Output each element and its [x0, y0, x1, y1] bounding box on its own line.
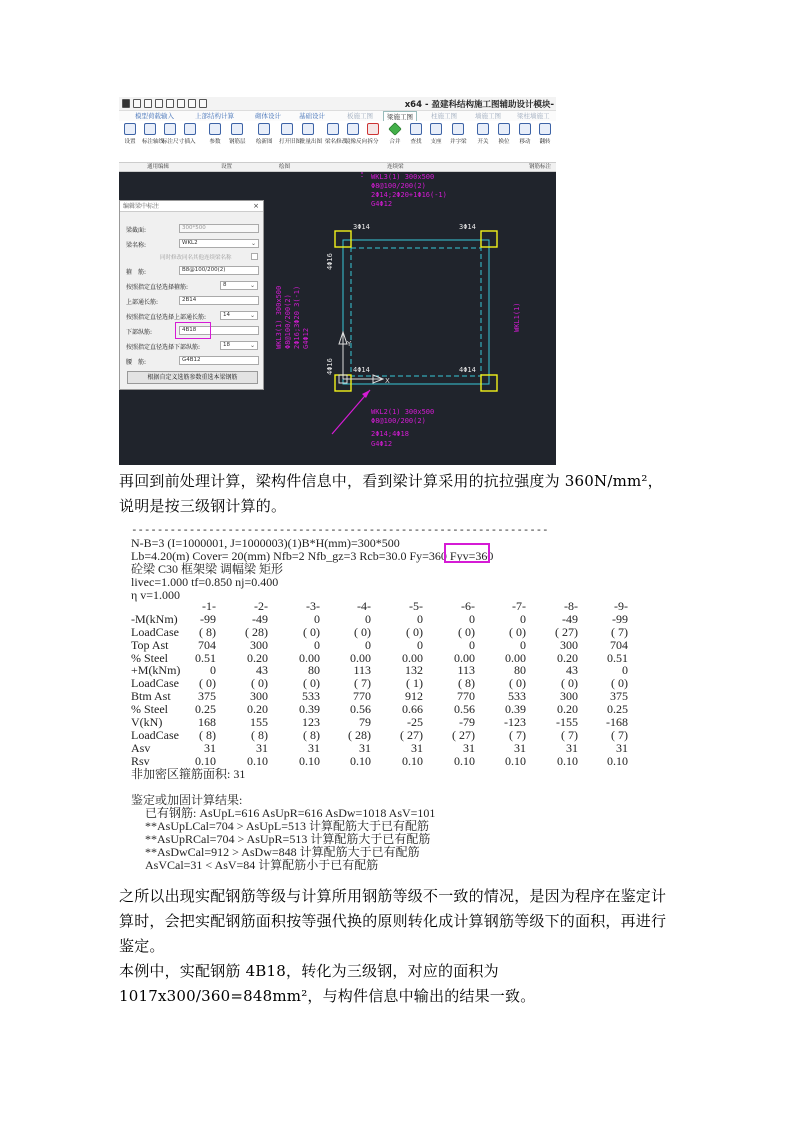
new-drawing-icon [258, 123, 270, 135]
split-button[interactable]: 拆分 [365, 123, 381, 145]
flip-button[interactable]: 翻转 [537, 123, 553, 145]
table-cell: 0.00 [454, 650, 475, 665]
axis-icon [144, 123, 156, 135]
table-cell: -49 [562, 611, 578, 626]
table-cell: 770 [353, 689, 371, 704]
left-beam-line2: Φ8@100/200(2) [284, 294, 292, 349]
new-icon[interactable] [133, 99, 141, 108]
tab-foundation[interactable]: 基础设计 [299, 112, 325, 120]
table-cell: 0 [469, 637, 475, 652]
table-cell: 704 [198, 637, 216, 652]
top-bar-pick-label: 按照指定直径选择上部通长筋: [126, 314, 207, 321]
table-cell: ( 0) [303, 676, 320, 691]
support-button[interactable]: 支座 [428, 123, 444, 145]
swap-icon [498, 123, 510, 135]
settings-icon[interactable] [199, 99, 207, 108]
beam-frame-inner [351, 248, 481, 376]
move-button[interactable]: 移动 [517, 123, 533, 145]
print-icon[interactable] [188, 99, 196, 108]
table-cell: 0.10 [454, 753, 475, 768]
table-row-label: LoadCase [131, 676, 179, 691]
calc-output-screenshot [119, 519, 628, 877]
table-cell: 0 [365, 611, 371, 626]
top-beam-line2: Φ8@100/200(2) [371, 182, 426, 190]
top-bar-dia-select[interactable]: 14 ⌄ [220, 311, 258, 320]
table-header-cell: -3- [306, 599, 320, 613]
ribbon-tabs [119, 111, 556, 121]
top-bar-label: 上部通长筋: [126, 299, 159, 306]
stirrup-dia-select[interactable]: 8 ⌄ [220, 281, 258, 290]
table-cell: 0.66 [402, 702, 423, 717]
fy-highlight-box [444, 543, 490, 563]
rebar-label-bottom-left: 4Φ14 [353, 366, 370, 374]
top-beam-line1: WKL3(1) 300x500 [371, 173, 435, 181]
insert-button[interactable]: 插入 [182, 123, 198, 145]
param-icon [209, 123, 221, 135]
table-cell: 300 [560, 689, 578, 704]
table-cell: 0 [314, 611, 320, 626]
nondense-line: 非加密区箍筋面积: 31 [131, 767, 246, 781]
sync-name-checkbox-label: 同时修改同名其他连续梁名称 [160, 255, 232, 261]
table-cell: 0.39 [505, 702, 526, 717]
table-row-label: V(kN) [131, 715, 163, 730]
mirror-icon [347, 123, 359, 135]
dialog-title-bar [120, 201, 263, 212]
table-cell: 0.00 [402, 650, 423, 665]
tab-bcw[interactable]: 梁柱墙施工 [517, 112, 550, 120]
table-cell: ( 28) [348, 727, 371, 742]
print-icon [302, 123, 314, 135]
table-row-label: % Steel [131, 650, 168, 665]
param-button[interactable]: 参数 [207, 123, 223, 145]
check-line-5: AsVCal=31 < AsV=84 计算配筋小于已有配筋 [145, 858, 379, 872]
settings-icon [124, 123, 136, 135]
bottom-bar-dia-select[interactable]: 18 ⌄ [220, 341, 258, 350]
table-cell: 31 [514, 740, 526, 755]
beam-name-label: 梁名称: [126, 242, 147, 249]
bottom-beam-line2: Φ8@100/200(2) [371, 417, 426, 425]
table-cell: ( 0) [251, 676, 268, 691]
table-cell: ( 0) [561, 676, 578, 691]
dim-label-button[interactable]: 标注尺寸 [162, 123, 178, 145]
table-header-cell: -1- [202, 599, 216, 613]
table-cell: ( 0) [199, 676, 216, 691]
rename-beam-button[interactable]: 梁名修改 [325, 123, 341, 145]
table-cell: 0 [469, 611, 475, 626]
bottom-bar-field[interactable]: 4B18 [179, 326, 259, 335]
table-cell: 770 [457, 689, 475, 704]
table-cell: 113 [353, 663, 371, 678]
highlight-box [175, 322, 211, 339]
table-cell: 0.51 [607, 650, 628, 665]
stirrup-label: 箍 筋: [126, 269, 147, 276]
table-cell: ( 8) [303, 727, 320, 742]
factor-line: livec=1.000 tf=0.850 nj=0.400 [131, 575, 279, 589]
table-cell: 80 [514, 663, 526, 678]
table-cell: 300 [250, 637, 268, 652]
undo-icon[interactable] [166, 99, 174, 108]
app-icon [122, 99, 130, 108]
table-row-label: +M(kNm) [131, 663, 181, 678]
tab-masonry[interactable]: 砌体设计 [255, 112, 281, 120]
table-cell: ( 8) [251, 727, 268, 742]
table-cell: ( 0) [406, 624, 423, 639]
rebar-label-top-right: 3Φ14 [459, 223, 476, 231]
check-line-2: **AsUpLCal=704 > AsUpL=513 计算配筋大于已有配筋 [145, 819, 429, 833]
bottom-beam-line3: 2Φ14;4Φ18 [371, 430, 409, 438]
table-cell: 31 [566, 740, 578, 755]
chevron-down-icon: ⌄ [250, 240, 256, 247]
left-beam-line4: G4Φ12 [302, 327, 310, 349]
table-cell: 31 [204, 740, 216, 755]
dialog-title: 编辑梁中标注 [123, 203, 160, 210]
dimension-icon [164, 123, 176, 135]
separator-line: ----------------------------------------------------------------- [131, 523, 549, 536]
table-cell: 43 [256, 663, 268, 678]
table-header-cell: -5- [409, 599, 423, 613]
table-cell: ( 27) [400, 727, 423, 742]
text-a-icon [327, 123, 339, 135]
table-cell: 375 [198, 689, 216, 704]
waist-bar-label: 腰 筋: [126, 359, 147, 366]
tab-column[interactable]: 柱施工图 [431, 112, 457, 120]
pointer-arrow [332, 390, 370, 434]
check-line-1: 已有钢筋: AsUpL=616 AsUpR=616 AsDw=1018 AsV=101 [145, 806, 436, 820]
table-cell: 300 [250, 689, 268, 704]
table-cell: 375 [610, 689, 628, 704]
axis-label-button[interactable]: 标注轴线 [142, 123, 158, 145]
table-cell: 0.10 [557, 753, 578, 768]
group-settings: 设置 [221, 164, 233, 170]
table-header-cell: -7- [512, 599, 526, 613]
move-icon [519, 123, 531, 135]
table-cell: 0.10 [350, 753, 371, 768]
beam-name-select[interactable]: WKL2 ⌄ [179, 239, 259, 248]
find-button[interactable]: 查找 [408, 123, 424, 145]
table-cell: 0.20 [247, 650, 268, 665]
table-row-label: Rsv [131, 753, 150, 768]
table-cell: ( 7) [561, 727, 578, 742]
window-title: x64 - 盈建科结构施工图辅助设计模块- [404, 100, 554, 110]
table-cell: 31 [308, 740, 320, 755]
check-line-3: **AsUpRCal=704 > AsUpR=513 计算配筋大于已有配筋 [145, 832, 431, 846]
close-icon[interactable]: × [253, 202, 259, 210]
table-cell: 0.10 [505, 753, 526, 768]
table-header-cell: -9- [614, 599, 628, 613]
top-bar-field[interactable]: 2B14 [179, 296, 259, 305]
left-beam-line1: WKL3(1) 300x500 [275, 285, 283, 349]
table-cell: ( 0) [354, 624, 371, 639]
reselect-rebar-button[interactable]: 根据自定义选筋参数重选本梁钢筋 [127, 371, 258, 384]
table-cell: 0.51 [195, 650, 216, 665]
mirror-button[interactable]: 镜像反向 [345, 123, 361, 145]
table-cell: 155 [250, 715, 268, 730]
table-cell: -99 [200, 611, 216, 626]
table-cell: -99 [612, 611, 628, 626]
left-beam-line3: 2Φ16;3Φ20 3(-1) [293, 285, 301, 349]
table-cell: ( 7) [509, 727, 526, 742]
table-row-label: -M(kNm) [131, 611, 178, 626]
save-icon[interactable] [155, 99, 163, 108]
table-cell: 168 [198, 715, 216, 730]
table-cell: 0.25 [607, 702, 628, 717]
section-field: 300*500 [179, 224, 259, 233]
table-cell: ( 27) [452, 727, 475, 742]
table-row-label: Asv [131, 740, 151, 755]
table-cell: 31 [616, 740, 628, 755]
table-cell: 0.00 [505, 650, 526, 665]
grid-icon [452, 123, 464, 135]
table-cell: ( 0) [303, 624, 320, 639]
table-cell: 0.20 [557, 650, 578, 665]
toggle-icon [477, 123, 489, 135]
table-header-cell: -4- [357, 599, 371, 613]
ribbon [119, 121, 556, 163]
group-rebar-label: 钢筋标注 [529, 164, 552, 170]
table-cell: 0.10 [402, 753, 423, 768]
top-beam-line3: 2Φ14;2Φ20+1Φ16(-1) [371, 191, 447, 199]
table-cell: -168 [606, 715, 628, 730]
table-cell: 533 [508, 689, 526, 704]
table-header-cell: -2- [254, 599, 268, 613]
table-cell: 533 [302, 689, 320, 704]
waist-bar-field[interactable]: G4B12 [179, 356, 259, 365]
table-row-label: Btm Ast [131, 689, 171, 704]
beam-param-line: Lb=4.20(m) Cover= 20(mm) Nfb=2 Nfb_gz=3 Rcb=30.0 Fy=360 Fyv=360 [131, 549, 494, 563]
table-cell: ( 8) [199, 624, 216, 639]
rebar-label-top-left: 3Φ14 [353, 223, 370, 231]
table-cell: 79 [359, 715, 371, 730]
table-cell: 0 [622, 663, 628, 678]
table-cell: -123 [504, 715, 526, 730]
paragraph-2: 之所以出现实配钢筋等级与计算所用钢筋等级不一致的情况，是因为程序在鉴定计算时，会把实配钢筋面积按等强代换的原则转化成计算钢筋等级下的面积，再进行鉴定。 [119, 887, 667, 955]
group-edit: 通用编辑 [147, 164, 170, 170]
sync-name-checkbox[interactable] [251, 253, 258, 260]
table-cell: 0.10 [247, 753, 268, 768]
table-cell: 132 [405, 663, 423, 678]
pointer-arrowhead [362, 390, 370, 398]
beam-frame-outline [343, 240, 489, 384]
table-header-cell: -6- [461, 599, 475, 613]
open-old-button[interactable]: 打开旧图 [279, 123, 295, 145]
table-cell: 0 [417, 637, 423, 652]
top-beam-line4: G4Φ12 [371, 200, 393, 208]
split-icon [367, 123, 379, 135]
paragraph-3: 本例中，实配钢筋 4B18，转化为三级钢，对应的面积为 1017x300/360=848mm²，与构件信息中输出的结果一致。 [119, 962, 536, 1005]
folder-icon [281, 123, 293, 135]
right-beam-label: WKL1(1) [513, 302, 521, 332]
table-cell: 0.00 [299, 650, 320, 665]
check-title: 鉴定或加固计算结果: [131, 793, 243, 807]
table-cell: ( 0) [509, 676, 526, 691]
bottom-beam-line1: WKL2(1) 300x500 [371, 408, 435, 416]
title-bar [119, 97, 556, 111]
cad-screenshot [119, 97, 556, 465]
bottom-beam-line4: G4Φ12 [371, 440, 393, 448]
table-cell: 912 [405, 689, 423, 704]
table-cell: 704 [610, 637, 628, 652]
merge-icon [388, 122, 402, 136]
table-cell: 0.56 [454, 702, 475, 717]
rebar-layer-button[interactable]: 钢筋层 [229, 123, 245, 145]
tab-beam[interactable]: 梁施工图 [383, 111, 417, 121]
table-cell: ( 8) [458, 676, 475, 691]
swap-button[interactable]: 换位 [496, 123, 512, 145]
table-cell: 0.10 [607, 753, 628, 768]
beam-id-line: N-B=3 (I=1000001, J=1000003)(1)B*H(mm)=300*500 [131, 536, 400, 550]
beam-type-line: 砼梁 C30 框架梁 调幅梁 矩形 [131, 562, 284, 576]
merge-button[interactable]: 合并 [387, 123, 403, 145]
table-row-label: LoadCase [131, 727, 179, 742]
new-drawing-button[interactable]: 绘新图 [256, 123, 272, 145]
table-cell: 0.10 [299, 753, 320, 768]
support-icon [430, 123, 442, 135]
cross-beam-button[interactable]: 并字梁 [450, 123, 466, 145]
stirrup-field[interactable]: B8@100/200(2) [179, 266, 259, 275]
edit-beam-dialog [119, 200, 264, 390]
table-cell: 31 [256, 740, 268, 755]
flip-icon [539, 123, 551, 135]
table-cell: ( 28) [245, 624, 268, 639]
y-axis-label: Y [347, 340, 352, 348]
settings-button[interactable]: 设置 [122, 123, 138, 145]
table-cell: ( 0) [509, 624, 526, 639]
table-row-label: LoadCase [131, 624, 179, 639]
quick-access-toolbar[interactable] [122, 99, 207, 108]
rebar-label-left-bottom: 4Φ16 [326, 358, 334, 375]
toggle-button[interactable]: 开关 [475, 123, 491, 145]
table-cell: 0.10 [195, 753, 216, 768]
table-cell: 80 [308, 663, 320, 678]
table-cell: 0.20 [557, 702, 578, 717]
tab-slab[interactable]: 板施工图 [347, 112, 373, 120]
table-cell: ( 7) [354, 676, 371, 691]
tab-calc[interactable]: 上部结构计算 [195, 112, 234, 120]
table-cell: 300 [560, 637, 578, 652]
search-icon [410, 123, 422, 135]
redo-icon[interactable] [177, 99, 185, 108]
table-cell: 31 [411, 740, 423, 755]
table-cell: -79 [459, 715, 475, 730]
tab-model[interactable]: 模型荷载输入 [135, 112, 174, 120]
table-row-label: Top Ast [131, 637, 169, 652]
table-cell: ( 0) [458, 624, 475, 639]
table-cell: 0.56 [350, 702, 371, 717]
table-cell: ( 1) [406, 676, 423, 691]
table-cell: 0 [210, 663, 216, 678]
eta-line: η v=1.000 [131, 588, 181, 602]
bottom-bar-pick-label: 按照指定直径选择下部纵筋: [126, 344, 201, 351]
table-cell: -49 [252, 611, 268, 626]
table-cell: 0.39 [299, 702, 320, 717]
stirrup-pick-label: 按照指定直径选择箍筋: [126, 284, 189, 291]
table-cell: -155 [556, 715, 578, 730]
ribbon-groups [119, 163, 556, 172]
layer-icon [231, 123, 243, 135]
table-cell: ( 27) [555, 624, 578, 639]
table-cell: ( 7) [611, 624, 628, 639]
rebar-label-left-top: 4Φ16 [326, 253, 334, 270]
bottom-bar-label: 下部纵筋: [126, 329, 153, 336]
table-cell: 0.20 [247, 702, 268, 717]
table-cell: -25 [407, 715, 423, 730]
insert-icon [184, 123, 196, 135]
table-cell: 0.00 [350, 650, 371, 665]
table-cell: ( 7) [611, 727, 628, 742]
table-cell: 0 [314, 637, 320, 652]
table-cell: 31 [359, 740, 371, 755]
table-cell: 0 [520, 637, 526, 652]
table-cell: 113 [457, 663, 475, 678]
group-continuous-beam: 连续梁 [387, 164, 404, 170]
table-cell: 43 [566, 663, 578, 678]
batch-plot-button[interactable]: 批量出图 [300, 123, 316, 145]
table-cell: 0 [520, 611, 526, 626]
paragraph-1: 再回到前处理计算，梁构件信息中，看到梁计算采用的抗拉强度为 360N/mm²，说明是按三级钢计算的。 [119, 472, 663, 515]
x-axis-label: X [385, 377, 390, 385]
table-row-label: % Steel [131, 702, 168, 717]
group-draw: 绘图 [279, 164, 291, 170]
check-line-4: **AsDwCal=912 > AsDw=848 计算配筋大于已有配筋 [145, 845, 420, 859]
section-label: 梁截面: [126, 227, 147, 234]
table-cell: 0.25 [195, 702, 216, 717]
rebar-label-bottom-right: 4Φ14 [459, 366, 476, 374]
table-cell: ( 8) [199, 727, 216, 742]
tab-wall[interactable]: 墙施工图 [475, 112, 501, 120]
table-cell: 0 [417, 611, 423, 626]
chevron-down-icon: ⌄ [249, 312, 255, 319]
table-cell: 31 [463, 740, 475, 755]
table-cell: 123 [302, 715, 320, 730]
table-header-cell: -8- [564, 599, 578, 613]
chevron-down-icon: ⌄ [249, 282, 255, 289]
chevron-down-icon: ⌄ [249, 342, 255, 349]
open-icon[interactable] [144, 99, 152, 108]
table-cell: 0 [365, 637, 371, 652]
table-cell: ( 0) [611, 676, 628, 691]
